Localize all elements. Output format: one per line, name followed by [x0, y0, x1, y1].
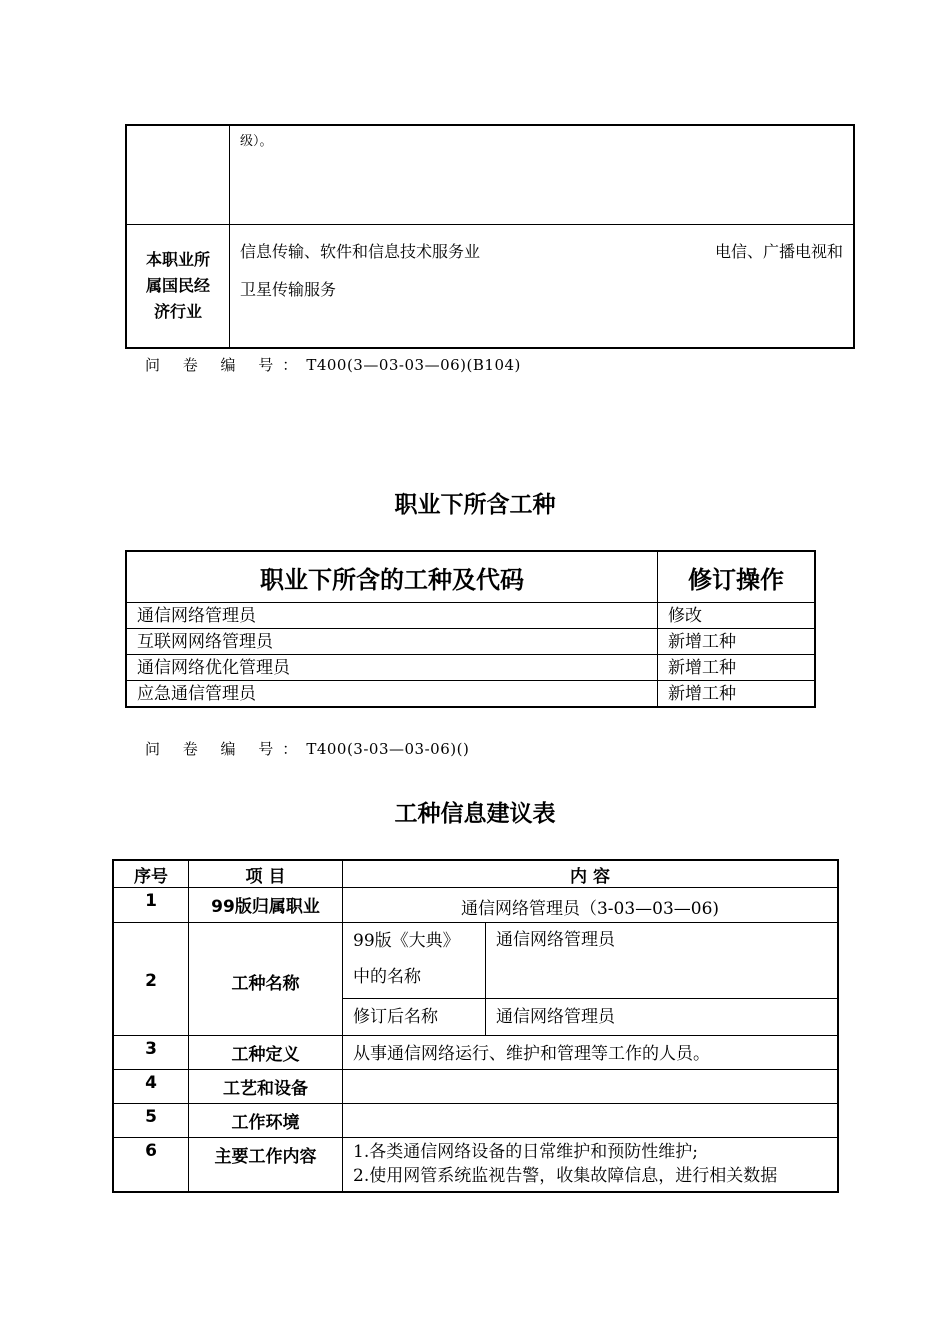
work-type-name: 互联网网络管理员 — [126, 629, 658, 655]
work-type-info-table — [112, 859, 839, 1193]
row-no: 3 — [113, 1036, 189, 1070]
row-no: 1 — [113, 888, 189, 923]
industry-value-cell — [230, 225, 855, 349]
row-content: 通信网络管理员（3-03—03—06) — [343, 888, 839, 923]
continued-text-cell — [230, 125, 855, 225]
table-row — [113, 888, 838, 923]
old-name-label-line: 99版《大典》 — [353, 931, 460, 951]
questionnaire-number-1 — [145, 354, 521, 375]
table-header-row — [113, 860, 838, 888]
row-no: 6 — [113, 1138, 189, 1193]
table-row — [126, 655, 815, 681]
new-name-label: 修订后名称 — [343, 999, 486, 1036]
questionnaire-code: T400(3—03-03—06)(B104) — [306, 356, 521, 374]
row-item: 工种定义 — [189, 1036, 343, 1070]
old-name-value: 通信网络管理员 — [486, 923, 839, 999]
industry-right: 电信、广播电视和 — [714, 242, 843, 261]
work-type-name: 通信网络优化管理员 — [126, 655, 658, 681]
row-item: 工艺和设备 — [189, 1070, 343, 1104]
table-row — [113, 1138, 838, 1193]
section-title-suggestion: 工种信息建议表 — [394, 801, 556, 827]
table-row — [126, 629, 815, 655]
industry-table — [125, 124, 855, 349]
questionnaire-label: 问 卷 编 号： — [145, 740, 307, 758]
old-name-label-line: 中的名称 — [353, 967, 421, 987]
continued-text: 级）。 — [240, 134, 273, 149]
industry-left: 信息传输、软件和信息技术服务业 — [240, 242, 481, 261]
industry-label-line: 属国民经 — [145, 276, 210, 295]
work-content-line: 2.使用网管系统监视告警，收集故障信息，进行相关数据 — [353, 1166, 778, 1186]
work-type-op: 新增工种 — [658, 655, 816, 681]
row-item: 工作环境 — [189, 1104, 343, 1138]
row-content — [343, 1070, 839, 1104]
header-item: 项 目 — [189, 860, 343, 888]
work-types-table — [125, 550, 816, 708]
row-no: 5 — [113, 1104, 189, 1138]
table-row — [126, 603, 815, 629]
table-row — [113, 1036, 838, 1070]
row-content — [343, 1104, 839, 1138]
old-name-label — [343, 923, 486, 999]
work-type-op: 新增工种 — [658, 629, 816, 655]
questionnaire-label: 问 卷 编 号： — [145, 356, 307, 374]
row-content: 从事通信网络运行、维护和管理等工作的人员。 — [343, 1036, 839, 1070]
work-content-line: 1.各类通信网络设备的日常维护和预防性维护; — [353, 1142, 698, 1162]
table-row — [113, 1104, 838, 1138]
header-no: 序号 — [113, 860, 189, 888]
row-no: 2 — [113, 923, 189, 1036]
questionnaire-code: T400(3-03—03-06)() — [306, 740, 470, 758]
header-operation: 修订操作 — [658, 551, 816, 603]
row-no: 4 — [113, 1070, 189, 1104]
row-item: 主要工作内容 — [189, 1138, 343, 1193]
section-title-work-types: 职业下所含工种 — [394, 492, 556, 518]
industry-label-line: 济行业 — [153, 302, 202, 321]
table-row — [113, 923, 838, 999]
work-type-name: 应急通信管理员 — [126, 681, 658, 708]
industry-line-2: 卫星传输服务 — [240, 280, 337, 299]
work-type-op: 修改 — [658, 603, 816, 629]
row-item: 99版归属职业 — [189, 888, 343, 923]
row-content — [343, 1138, 839, 1193]
industry-line-1 — [240, 233, 843, 271]
industry-label — [126, 225, 230, 349]
table-row — [113, 1070, 838, 1104]
industry-label-line: 本职业所 — [145, 250, 210, 269]
table-row — [126, 681, 815, 708]
work-type-name: 通信网络管理员 — [126, 603, 658, 629]
header-work-type: 职业下所含的工种及代码 — [126, 551, 658, 603]
questionnaire-number-2 — [145, 738, 469, 759]
header-content: 内 容 — [343, 860, 839, 888]
work-type-op: 新增工种 — [658, 681, 816, 708]
empty-label-cell — [126, 125, 230, 225]
new-name-value: 通信网络管理员 — [486, 999, 839, 1036]
row-item: 工种名称 — [189, 923, 343, 1036]
